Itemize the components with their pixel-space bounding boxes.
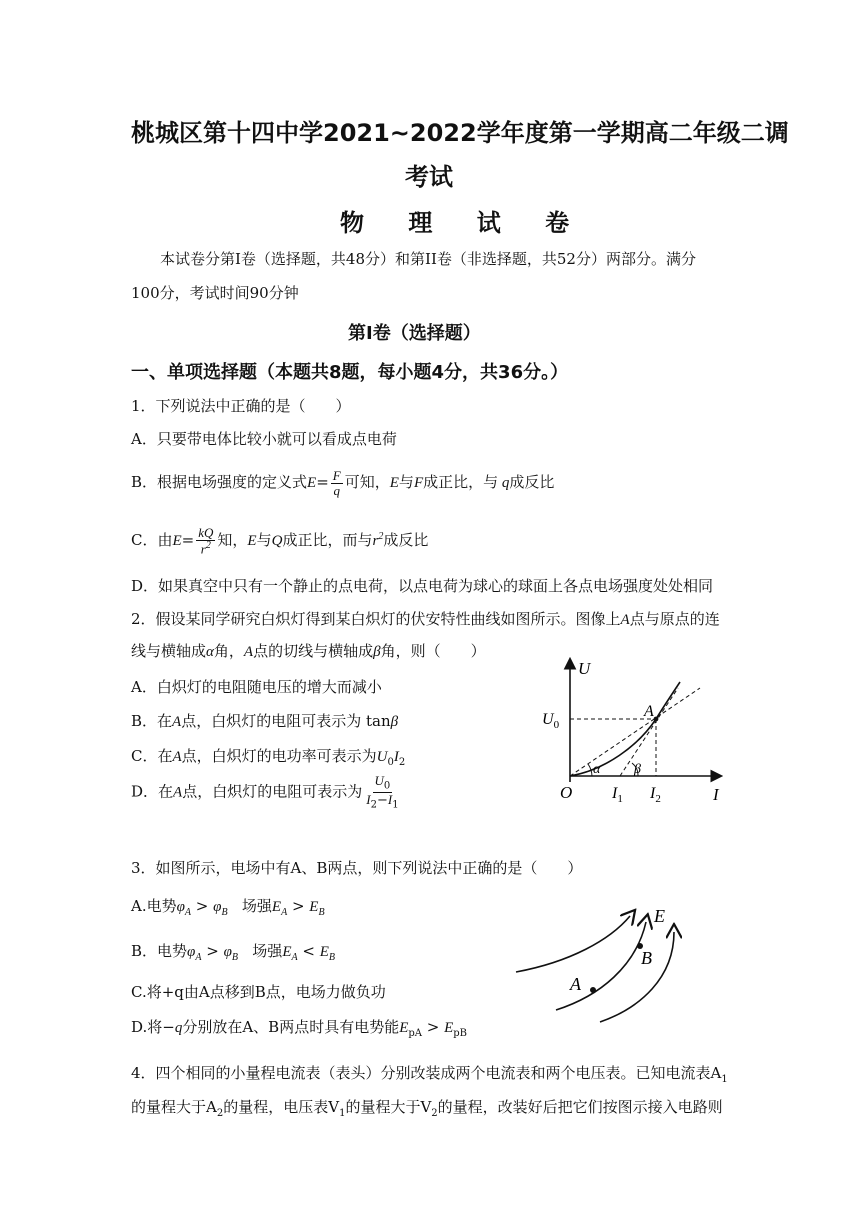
field-line-2 <box>556 922 646 1010</box>
q2-stem-line1: 2．假设某同学研究白炽灯得到某白炽灯的伏安特性曲线如图所示。图像上A点与原点的连 <box>131 610 720 628</box>
q2-option-b: B．在A点，白炽灯的电阻可表示为 tanβ <box>131 712 399 730</box>
y-axis-label: U <box>578 659 591 678</box>
q1-option-c: C．由E= $\frac{kQ}{r^2}$ 知，E与Q成正比，而与$r^2$成反比 <box>131 525 429 556</box>
exam-title-line1: 桃城区第十四中学2021~2022学年度第一学期高二年级二调 <box>131 119 789 147</box>
point-a-dot <box>654 717 659 722</box>
q1-option-b: B．根据电场强度的定义式E= $\frac{F}{q}$ 可知，E与F成正比，与 q成反比 <box>131 468 555 498</box>
q4-line2: 的量程大于$A_2$的量程，电压表$V_1$的量程大于$V_2$的量程，改装好后把它们按图示接入电路则 <box>131 1098 723 1119</box>
beta-label: β <box>634 762 641 777</box>
q1-stem: 1．下列说法中正确的是（ ） <box>131 397 351 415</box>
origin-label: O <box>560 783 573 802</box>
q2-option-d: D．在A点，白炽灯的电阻可表示为 $\frac{U_0}{I_2-I_1}$ <box>131 773 399 811</box>
u0-label: $U_0$ <box>542 711 560 731</box>
q3-option-c: C.将+q由A点移到B点，电场力做负功 <box>131 983 386 1001</box>
iv-curve-graph <box>530 650 730 810</box>
q2-stem-line2: 线与横轴成α角，A点的切线与横轴成β角，则（ ） <box>131 642 486 660</box>
i1-label: $I_1$ <box>612 785 623 805</box>
q3-option-b: B．电势$\varphi_A > \varphi_B$ 场强$E_A < E_B$ <box>131 942 335 963</box>
q1-option-d: D．如果真空中只有一个静止的点电荷，以点电荷为球心的球面上各点电场强度处处相同 <box>131 577 714 595</box>
alpha-label: α <box>593 762 601 777</box>
intro-line1: 本试卷分第Ⅰ卷（选择题，共48分）和第II卷（非选择题，共52分）两部分。满分 <box>160 250 696 268</box>
point-a-dot <box>590 987 596 993</box>
x-axis-label: I <box>713 785 719 804</box>
point-b-label: B <box>641 948 652 968</box>
tangent-line <box>620 688 678 776</box>
q4-line1: 4．四个相同的小量程电流表（表头）分别改装成两个电流表和两个电压表。已知电流表$A_1$ <box>131 1064 728 1085</box>
field-line-1 <box>516 916 630 972</box>
q3-option-d: D.将−q分别放在A、B两点时具有电势能$E_{pA} > E_{pB}$ <box>131 1018 468 1039</box>
part1-title: 第Ⅰ卷（选择题） <box>348 323 481 344</box>
intro-line2: 100分，考试时间90分钟 <box>131 284 299 302</box>
i2-label: $I_2$ <box>650 785 661 805</box>
e-label: E <box>654 906 665 926</box>
q3-option-a: A.电势$\varphi_A > \varphi_B$ 场强$E_A > E_B$ <box>131 897 325 918</box>
electric-field-figure <box>510 900 710 1030</box>
iv-curve <box>570 682 680 776</box>
subject-title: 物 理 试 卷 <box>340 209 588 237</box>
point-a-label: A <box>570 974 581 994</box>
q3-stem: 3．如图所示，电场中有A、B两点，则下列说法中正确的是（ ） <box>131 859 583 877</box>
q1-option-a: A．只要带电体比较小就可以看成点电荷 <box>131 430 397 448</box>
q2-option-c: C．在A点，白炽灯的电功率可表示为$U_0I_2$ <box>131 747 406 768</box>
exam-title-line2: 考试 <box>405 163 453 191</box>
section-title: 一、单项选择题（本题共8题，每小题4分，共36分。） <box>131 362 569 383</box>
q2-option-a: A．白炽灯的电阻随电压的增大而减小 <box>131 678 382 696</box>
point-a-label: A <box>644 703 654 720</box>
